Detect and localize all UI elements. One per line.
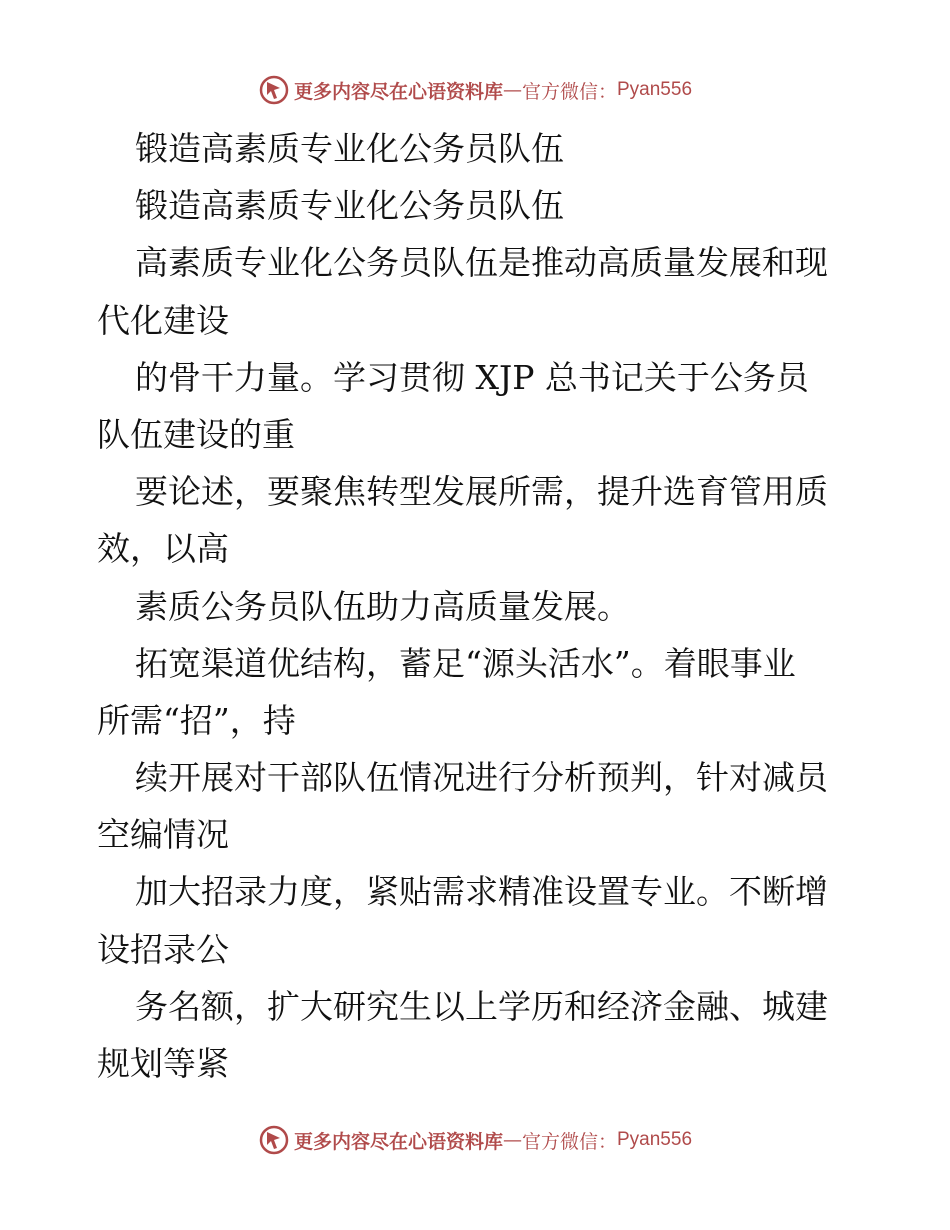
doc-line: 空编情况: [97, 815, 229, 855]
doc-line: 要论述，要聚焦转型发展所需，提升选育管用质: [135, 472, 828, 512]
cursor-arrow-logo-icon: [258, 1124, 290, 1156]
doc-line: 设招录公: [97, 929, 229, 969]
doc-line: 代化建设: [97, 300, 229, 340]
document-body: [97, 120, 857, 1092]
doc-line: 高素质专业化公务员队伍是推动高质量发展和现: [135, 243, 828, 283]
header-watermark: [0, 70, 950, 110]
watermark-site-text: 更多内容尽在心语资料库: [293, 80, 503, 103]
doc-line: 效，以高: [97, 529, 229, 569]
doc-line: 所需“招”，持: [97, 700, 296, 740]
doc-line: 务名额，扩大研究生以上学历和经济金融、城建: [135, 986, 828, 1026]
watermark-wechat-id: Pyan556: [617, 1129, 693, 1150]
watermark-label: 官方微信：: [521, 1130, 617, 1153]
watermark-site-text: 更多内容尽在心语资料库: [293, 1130, 503, 1153]
doc-line: 续开展对干部队伍情况进行分析预判，针对减员: [135, 758, 828, 798]
watermark-dash: —: [502, 1129, 522, 1151]
watermark-wechat-id: Pyan556: [617, 79, 693, 100]
doc-line: 规划等紧: [97, 1044, 229, 1083]
doc-line: 的骨干力量。学习贯彻 XJP 总书记关于公务员: [135, 357, 809, 397]
doc-line: 队伍建设的重: [97, 414, 295, 454]
footer-watermark: [0, 1120, 950, 1160]
doc-line: 加大招录力度，紧贴需求精准设置专业。不断增: [135, 872, 828, 912]
watermark-dash: —: [502, 79, 522, 101]
cursor-arrow-logo-icon: [258, 74, 290, 106]
doc-line: 锻造高素质专业化公务员队伍: [135, 129, 564, 168]
doc-line: 锻造高素质专业化公务员队伍: [135, 186, 564, 226]
doc-line: 拓宽渠道优结构，蓄足“源头活水”。着眼事业: [135, 643, 796, 683]
doc-line: 素质公务员队伍助力高质量发展。: [135, 586, 630, 626]
watermark-label: 官方微信：: [521, 80, 617, 103]
